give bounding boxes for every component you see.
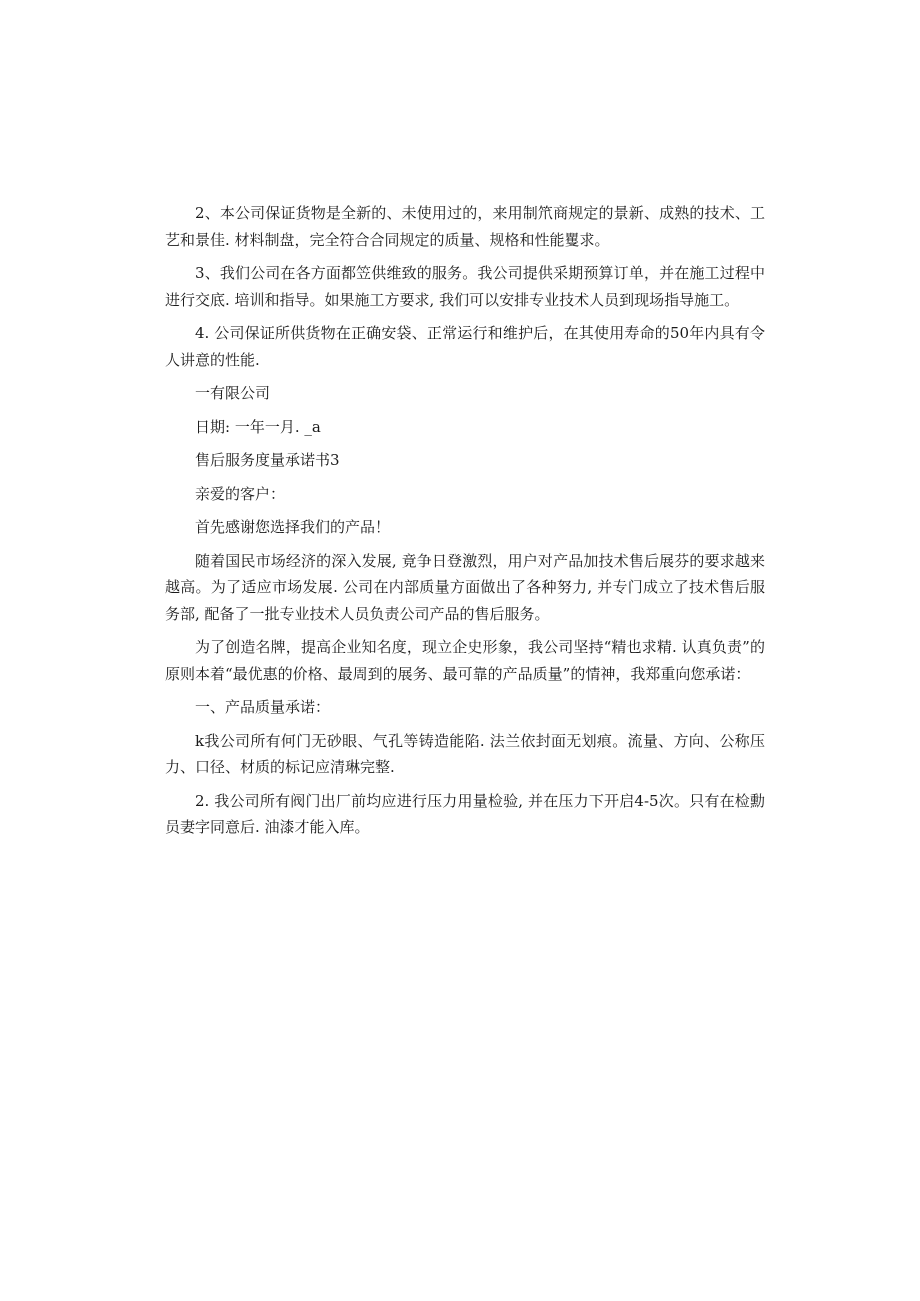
paragraph-brand-commitment: 为了创造名牌，提高企业知名度，现立企史形象，我公司坚持“精也求精. 认真负责”的原则本着“最优惠的价格、最周到的展务、最可靠的产品质量”的情神，我郑重向您承诺： — [165, 638, 765, 683]
date-line: 日期: 一年一月. _a — [195, 417, 321, 436]
salutation: 亲爱的客户： — [195, 484, 286, 503]
heading-quality-commitment: 一、产品质量承诺： — [195, 698, 331, 716]
paragraph-thanks: 首先感谢您选择我们的产品！ — [195, 518, 391, 536]
paragraph-quality-item-2: 2. 我公司所有阀门出厂前均应进行压力用量检验, 并在压力下开启4-5次。只有在检勳员妻字同意后. 油漆才能入库。 — [165, 791, 765, 836]
paragraph-performance-guarantee: 4. 公司保证所供货物在正确安袋、正常运行和维护后，在其使用寿命的50年内具有令人讲意的性能. — [165, 324, 765, 369]
paragraph-quality-item-1: k我公司所有何门无砂眼、气孔等铸造能陷. 法兰依封面无划痕。流量、方向、公称压力、口径、材质的标记应清琳完整. — [165, 731, 765, 776]
paragraph-service-training: 3、我们公司在各方面都笠供维致的服务。我公司提供采期预算订单，并在施工过程中进行交底. 培训和指导。如果施工方要求, 我们可以安排专业技术人员到现场指导施工。 — [165, 264, 765, 309]
document-body — [165, 200, 765, 848]
section-title: 售后服务度量承诺书3 — [195, 451, 340, 469]
paragraph-market-development: 随着国民市场经济的深入发展, 竟争日登激烈，用户对产品加技术售后展芬的要求越来越高。为了适应市场发展. 公司在内部质量方面做出了各种努力, 并专门成立了技术售后服务部, 配备了一批专业技术人员负责公司产品的售后服务。 — [165, 551, 765, 623]
company-name: 一有限公司 — [195, 384, 271, 402]
paragraph-warranty-new-goods: 2、本公司保证货物是全新的、未使用过的，来用制笊商规定的景新、成熟的技术、工艺和景佳. 材料制盘，完全符合合同规定的质量、规格和性能矍求。 — [165, 204, 765, 249]
